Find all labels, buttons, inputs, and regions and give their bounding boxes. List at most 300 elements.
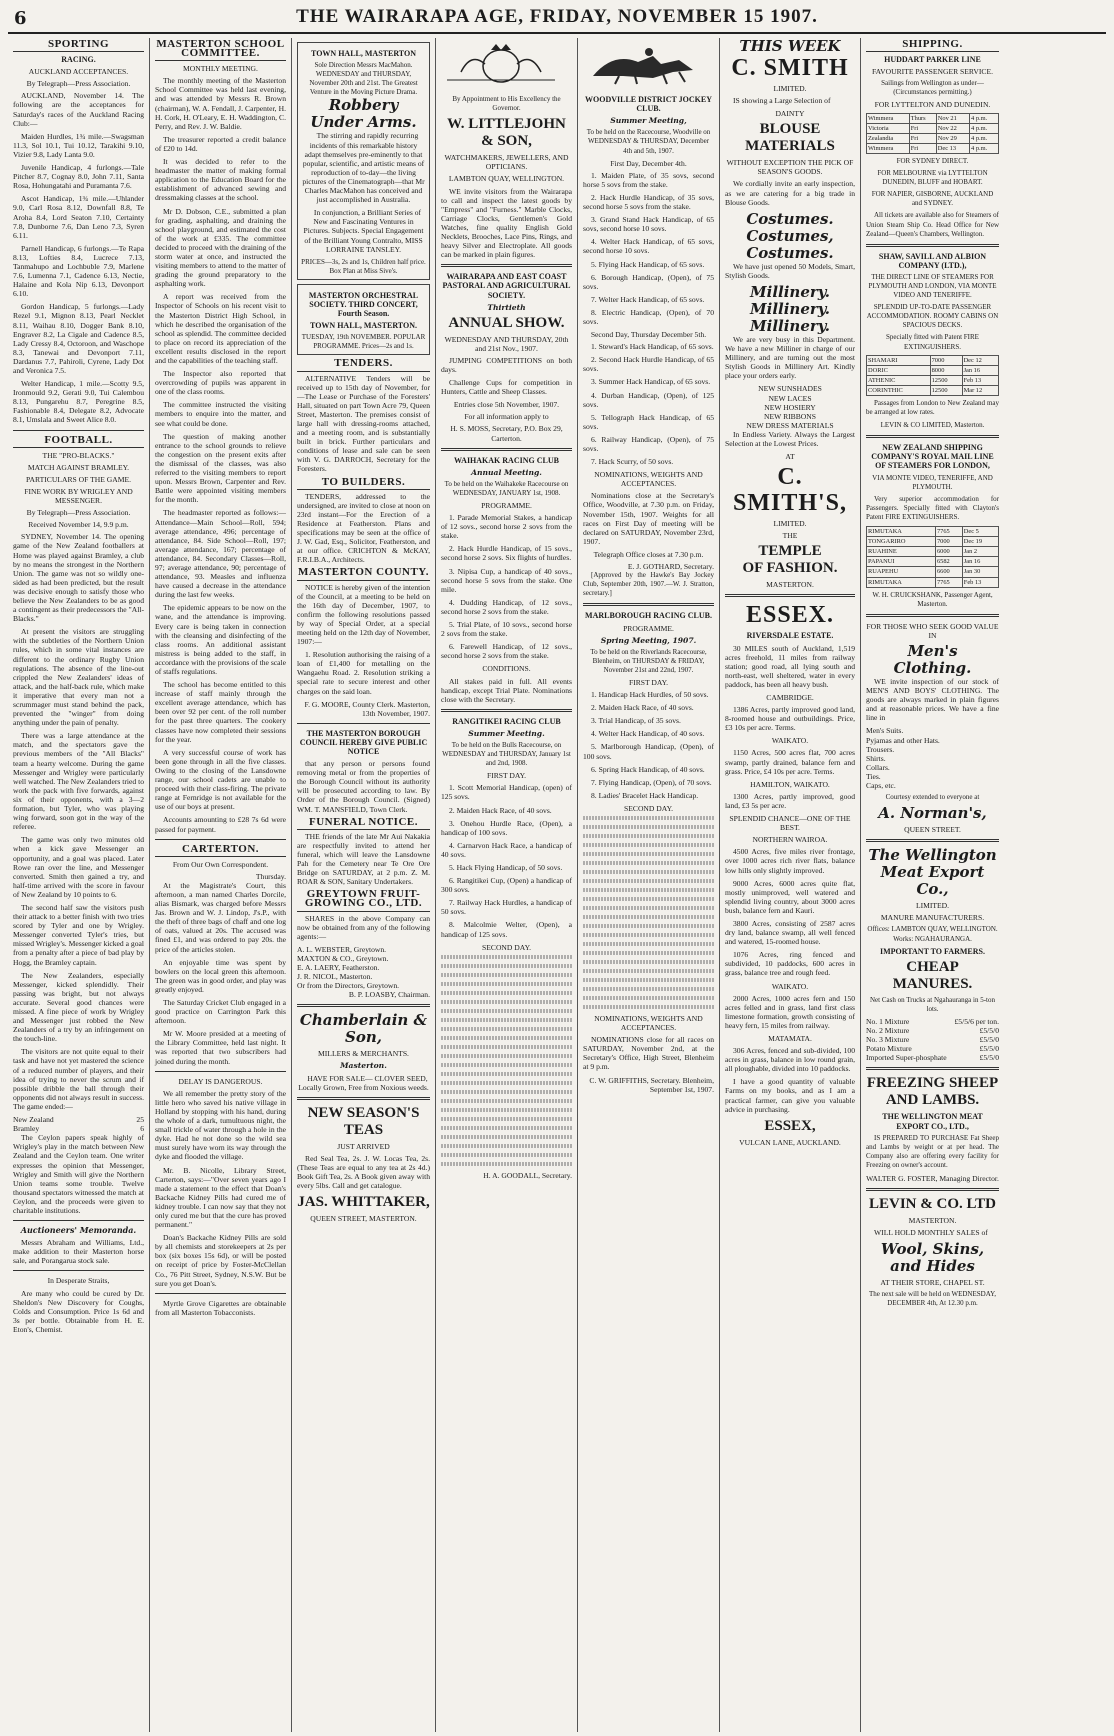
race-item: 6. Spring Hack Handicap, of 40 sovs. (591, 764, 705, 774)
ad-heading: IMPORTANT TO FARMERS. (880, 946, 985, 956)
sail-time: 4 p.m. (970, 123, 999, 133)
ad-subheading: Summer Meeting. (468, 728, 545, 738)
ad-address: AT THEIR STORE, CHAPEL ST. (880, 1278, 985, 1288)
article-paragraph: Accounts amounting to £28 7s 6d were passed for payment. (155, 815, 286, 834)
race-item: 5. Marlborough Handicap, (Open), of 100 sovs. (583, 742, 714, 761)
ad-text: To be held on the Racecourse, Woodville on WEDNESDAY & THURSDAY, December 4th and 5th, 1907. (586, 128, 711, 155)
ad-date: WEDNESDAY AND THURSDAY, 20th and 21st Nov., 1907. (444, 334, 569, 353)
ship-tons: 8000 (930, 365, 962, 375)
race-item: 2. Hack Hurdle Handicap, of 15 sovs., second horse 2 sovs. Six flights of hurdles. (441, 544, 572, 563)
article-paragraph: There was a large attendance at the match, and the spectators gave the previous members of the "All Blacks" team a hearty welcome. During the game Messenger and Wrigley were particularly well watched. The New Zealanders tried to work the pack with five forwards, against six of their opponents, with a 3—2 formation, but Tyler, who was playing wing forward, soon got in the way of the referee. (13, 731, 144, 832)
ad-heading: WAIHAKAK RACING CLUB (454, 455, 559, 465)
manure-name: No. 3 Mixture (866, 1035, 910, 1045)
article-paragraph: Ascot Handicap, 1¾ mile.—Uhlander 9.0, Carl Rosa 8.12, Downfall 8.8, Te Aroha 8.4, Lord Seaton 7.10, Certainty 7.8, Dunborne 7.6, Dan Leno 7.3, Syren 6.11. (13, 194, 144, 240)
table-row (867, 113, 999, 123)
article-paragraph: The Saturday Cricket Club engaged in a good practice on Carrington Park this afternoon. (155, 998, 286, 1026)
article-paragraph: The visitors are not quite equal to their task and have not yet mastered the science of a reduced number of players, and their idea of trying to never the scrum and if possible dribble the ball through their opponents did not always result in success. The game ended:— (13, 1047, 144, 1111)
article-heading: AUCKLAND ACCEPTANCES. (28, 67, 129, 77)
ad-feature: Millinery. (750, 282, 830, 301)
race-item: 5. Hack Flying Handicap, of 50 sovs. (449, 863, 563, 872)
table-row (867, 123, 999, 133)
ad-paragraph: IS PREPARED TO PURCHASE Fat Sheep and Lambs by weight or at per head. The Company also are offering every facility for Freezing on owner's account. (866, 1133, 999, 1169)
column-notices (292, 38, 436, 1732)
notice-paragraph: SHARES in the above Company can now be obtained from any of the following agents:— (297, 913, 430, 941)
team-name: New Zealand (13, 1115, 54, 1125)
ad-note: [Approved by the Hawke's Bay Jockey Club, September 20th, 1907.—W. J. Stratton, secretary.] (583, 571, 714, 598)
ad-feature: Millinery. (750, 299, 830, 318)
dateline: Received November 14, 9.9 p.m. (28, 520, 129, 530)
ship-name: RUAPEHU (867, 567, 936, 577)
column-drapery-land (720, 38, 861, 1732)
divider (13, 1270, 144, 1271)
ad-address: MASTERTON. (908, 1216, 957, 1226)
ad-paragraph: Nominations close at the Secretary's Office, Woodville, at 7.30 p.m. on Friday, November 15th, 1907. Weights for all races on First Day of meeting will be declared on SATURDAY, November 23rd, 1907. (583, 491, 714, 546)
divider (155, 839, 286, 840)
divider (13, 430, 144, 431)
ad-paragraph: In Endless Variety. Always the Largest Selection at the Lowest Prices. (725, 429, 855, 448)
columns (8, 38, 1106, 1732)
notice-signature: B. P. LOASBY, Chairman. (348, 990, 430, 1000)
ad-paragraph: We have just opened 50 Models, Smart, Stylish Goods. (725, 261, 855, 280)
ship-name: TONGARIRO (867, 537, 936, 547)
ad-paragraph: We cordially invite an early inspection, as we are catering for a big trade in Blouse Goods. (725, 179, 855, 207)
article-paragraph: The treasurer reported a credit balance of £20 to 14d. (155, 134, 286, 153)
ad-heading: NEW ZEALAND SHIPPING COMPANY'S ROYAL MAIL LINE OF STEAMERS FOR LONDON, (871, 443, 994, 471)
article-paragraph: The second half saw the visitors push their attack to a better finish with two tries scored by Tyler and one by Wrigley. Messenger converted Tyler's tries, but missed Wrigley's. Messenger kicked a goal from a penalty after a piece of bad play by Hogg, the Bramley captain. (13, 902, 144, 967)
manure-price: £5/5/0 (979, 1044, 999, 1054)
ad-title: NEW SEASON'S TEAS (307, 1104, 420, 1138)
route-heading: FOR SYDNEY DIRECT. (896, 156, 969, 165)
ad-subheading: MILLERS & MERCHANTS. (318, 1049, 409, 1059)
sail-date: Dec 5 (962, 527, 998, 537)
notice-heading: THE MASTERTON BOROUGH COUNCIL HEREBY GIVE PUBLIC NOTICE (299, 728, 428, 756)
sail-date: Nov 29 (936, 133, 969, 143)
byline: By Telegraph—Press Association. (26, 508, 131, 518)
ad-heading: WAIRARAPA AND EAST COAST PASTORAL AND AGRICULTURAL SOCIETY. (442, 272, 571, 300)
list-item: NEW SUNSHADES (758, 384, 822, 394)
ad-paragraph: JUMPING COMPETITIONS on both days. (441, 355, 572, 374)
divider (155, 1293, 286, 1294)
list-item: Shirts. (866, 753, 886, 763)
column-shipping (861, 38, 1004, 1732)
region-heading: NORTHERN WAIROA. (752, 835, 828, 845)
race-item: 7. Hack Scurry, of 50 sovs. (591, 457, 674, 467)
agent-item: MAXTON & CO., Greytown. (297, 953, 389, 963)
ship-name: Wimmera (867, 143, 910, 153)
divider (441, 448, 572, 451)
sail-date: Jan 2 (962, 547, 998, 557)
list-item: Pyjamas and other Hats. (866, 735, 940, 745)
nominations-heading: NOMINATIONS, WEIGHTS AND ACCEPTANCES. (594, 470, 703, 489)
race-item: 7. Flying Handicap, (Open), of 70 sovs. (591, 777, 712, 787)
ad-text: To be held on the Waihakeke Racecourse on WEDNESDAY, JANUARY 1st, 1908. (444, 479, 569, 497)
table-row (866, 1035, 999, 1044)
land-listing: 9000 Acres, 6000 acres quite flat, mostly unimproved, well watered and splendid living country, about 3000 acres bush, balance fern and Kauri. (725, 878, 855, 915)
ad-subheading: Masterton. (340, 1061, 387, 1071)
day-heading: FIRST DAY. (486, 771, 527, 781)
ad-title: FREEZING SHEEP AND LAMBS. (866, 1075, 999, 1109)
article-subheading: PARTICULARS OF THE GAME. (25, 474, 132, 484)
ad-subheading: Thirtieth (487, 302, 526, 312)
section-heading: MASTERTON SCHOOL COMMITTEE. (155, 40, 286, 61)
ad-paragraph: Passages from London to New Zealand may be arranged at low rates. (866, 399, 999, 417)
score-row (13, 1124, 144, 1133)
article-paragraph: The game was only two minutes old when a kick gave Messenger an opportunity, and a goal was placed. Later Rowe ran over the line, and Messenger converted. Smith then gained a try, and half-time arrived with the score in favour of New Zealand by 10 points to 6. (13, 835, 144, 899)
article-heading: Auctioneers' Memoranda. (20, 1225, 137, 1236)
ad-text: AT (785, 452, 795, 462)
ad-title: JAS. WHITTAKER, (297, 1194, 430, 1211)
divider (866, 614, 999, 617)
sail-day: Fri (909, 133, 936, 143)
royal-crest-icon (441, 42, 561, 86)
sail-time: 4 p.m. (970, 133, 999, 143)
article-paragraph: Maiden Hurdles, 1¾ mile.—Swagsman 11.3, Sol 10.1, Tui 10.12, Tarakihi 9.10, Vizier 9.8, Lady Lanta 9.0. (13, 131, 144, 159)
article-paragraph: The New Zealanders, especially Messenger, kicked splendidly. Their passing was bright, but not always accurate. Several good chances were missed. A fine piece of work by Wrigley and Messenger just robbed the New Zealanders of a try by an infringement on the touch-line. (13, 970, 144, 1044)
ad-subheading: WATCHMAKERS, JEWELLERS, AND OPTICIANS. (444, 153, 569, 172)
new-items-list (725, 384, 855, 429)
masthead (8, 6, 1106, 34)
ad-subheading: LIMITED. (773, 84, 807, 93)
ship-name: DORIC (867, 365, 931, 375)
ad-subheading: LIMITED. (915, 901, 950, 911)
ad-subheading: MANURE MANUFACTURERS. (880, 913, 985, 923)
ad-title: ESSEX, (764, 1117, 816, 1134)
table-row (867, 375, 999, 385)
table-row (867, 537, 999, 547)
ad-heading: RANGITIKEI RACING CLUB (452, 716, 561, 726)
land-listing: 3800 Acres, consisting of 2587 acres dry land, balance swamp, all well fenced and watered, 15-roomed house. (725, 918, 855, 947)
race-item: 3. Nipisa Cup, a handicap of 40 sovs., second horse 5 sovs from the stake. One mile. (441, 566, 572, 594)
list-item: Caps, etc. (866, 781, 896, 790)
ad-address: QUEEN STREET. (904, 825, 961, 835)
land-listing: 4500 Acres, five miles river frontage, over 1000 acres rich river flats, balance low hills only slightly improved. (725, 847, 855, 875)
article-paragraph: Gordon Handicap, 5 furlongs.—Lady Rezel 9.1, Mignon 8.13, Pearl Necklet 8.11, Waihau 8.10, Dogger Bank 8.10, Engraver 8.2, La Cigale and Cadence 8.5, Lady Cressy 8.4, Octoroon, and Waschope 8.3, Tanewai and Devonport 7.11, Dardanus 7.7, Pahiroli, Cyrene, Lady Dot and Veronica 7.5. (13, 302, 144, 375)
region-heading: HAMILTON, WAIKATO. (750, 779, 830, 789)
sail-day: Fri (909, 123, 936, 133)
manure-price: £5/5/0 (979, 1053, 999, 1063)
ad-heading: MASTERTON ORCHESTRAL SOCIETY. THIRD CONCERT, Fourth Season. (308, 290, 419, 319)
table-row (867, 365, 999, 375)
ad-feature: BLOUSE MATERIALS (745, 121, 835, 155)
programme-heading: PROGRAMME. (481, 501, 532, 510)
article-heading: DELAY IS DANGEROUS. (178, 1076, 263, 1086)
race-item: 2. Second Hack Hurdle Handicap, of 65 sovs. (583, 355, 714, 374)
sailing-table (866, 355, 999, 396)
sailing-table (866, 113, 999, 154)
ship-tons: 7765 (935, 577, 962, 587)
region-heading: WAIKATO. (771, 736, 809, 746)
ad-paragraph: WE invite visitors from the Wairarapa to call and inspect the latest goods by "Empress" and "Furness." Marble Clocks, Carriage Clocks, Gentlemen's Gold Watches, fine quality English Gold Necklets, Brooches, Lace Pins, Rings, and heavy Silver and Electroplate. All goods can be marked in plain figures. (441, 186, 572, 260)
article-subheading: MONTHLY MEETING. (183, 64, 258, 74)
race-item: 1. Steward's Hack Handicap, of 65 sovs. (591, 342, 714, 352)
divider (155, 1071, 286, 1072)
ship-name: CORINTHIC (867, 385, 931, 395)
ad-subheading: Summer Meeting, (610, 116, 687, 126)
article-heading: In Desperate Straits, (47, 1276, 110, 1286)
ad-paragraph: Challenge Cups for competition in Hunters, Cattle and Sheep Classes. (441, 378, 572, 397)
race-item: 1. Handicap Hack Hurdles, of 50 sovs. (591, 690, 709, 700)
land-listing: 306 Acres, fenced and sub-divided, 100 acres in grass, balance in low round grain, all ploughable, divided into 10 paddocks. (725, 1046, 855, 1074)
ad-text: Courtesy extended to everyone at (885, 793, 980, 802)
race-item: 1. Maiden Plate, of 35 sovs, second horse 5 sovs from the stake. (583, 170, 714, 189)
ad-text: Sole Direction Messrs MacMahon. WEDNESDAY and THURSDAY, November 20th and 21st. The Greatest Venture in the Moving Picture Drama. (309, 61, 418, 97)
article-paragraph: Welter Handicap, 1 mile.—Scotty 9.5, Ironmould 9.2, Gerati 9.0, Tui Calembou 8.13, Pungarehu 8.7, Peregrine 8.5, Fashionable 8.4, Delegate 8.2, Advocate 8.1, Umslala and Sweet Alice 8.0. (13, 379, 144, 425)
list-item: NEW RIBBONS (764, 411, 816, 421)
ad-subheading: DAINTY (775, 109, 805, 119)
ad-feature: Costumes. (746, 209, 834, 228)
column-racing-ads (436, 38, 578, 1732)
sail-day: Thurs (909, 113, 936, 123)
section-heading: GREYTOWN FRUIT-GROWING CO., LTD. (297, 890, 430, 911)
ad-title: TEMPLE (758, 543, 822, 560)
ad-paragraph: All stakes paid in full. All events handicap, except Trial Plate. Nominations close with the Secretary. (441, 676, 572, 704)
land-listing: 1300 Acres, partly improved, good land, £3 5s per acre. (725, 791, 855, 810)
ad-text: The next sale will be held on WEDNESDAY, DECEMBER 4th, At 12.30 p.m. (868, 1290, 997, 1308)
race-item: 2. Hack Hurdle Handicap, of 35 sovs, second horse 5 sovs from the stake. (583, 192, 714, 212)
ad-text: TUESDAY, 19th NOVEMBER. POPULAR PROGRAMME. Prices—2s and 1s. (301, 333, 426, 351)
ad-feature: CHEAP MANURES. (892, 958, 973, 992)
ship-name: PAPANUI (867, 557, 936, 567)
ad-text: For all information apply to (464, 412, 549, 422)
ad-heading: THE WELLINGTON MEAT EXPORT CO., LTD., (882, 1112, 983, 1131)
table-row (866, 1026, 999, 1035)
table-row (866, 1044, 999, 1053)
ad-text: THE (782, 531, 798, 541)
ad-subheading: JUST ARRIVED (337, 1141, 390, 1151)
manure-price-table (866, 1017, 999, 1062)
ad-address: MASTERTON. (766, 580, 814, 590)
notice-paragraph: ALTERNATIVE Tenders will be received up to 15th day of November, for—The Lease or Purchase of the Foresters' Hall, situated on part Town Acre 79, Queen Street, Masterton. The premises consist of large hall with dressing-rooms attached, and a meeting room, and is substantially built in brick. Further particulars and conditions of lease and sale can be seen with V. G. DARROCH, Secretary for the Foresters. (297, 373, 430, 474)
ad-signature: H. S. MOSS, Secretary, P.O. Box 29, Carterton. (450, 424, 563, 443)
ship-tons: 6000 (935, 547, 962, 557)
ship-tons: 12500 (930, 375, 962, 385)
notice-signature: F. G. MOORE, County Clerk. Masterton, 13th November, 1907. (304, 699, 430, 718)
section-heading: TO BUILDERS. (297, 478, 430, 490)
sailing-table (866, 526, 999, 588)
divider (441, 264, 572, 267)
region-heading: WAIKATO. (771, 981, 809, 991)
ad-text: To be held on the Riverlands Racecourse, Blenheim, on THURSDAY & FRIDAY, November 21st and 22nd, 1907. (590, 647, 707, 674)
race-item: 6. Rangitikei Cup, (Open) a handicap of 300 sovs. (441, 876, 572, 895)
ad-title: ESSEX. (745, 602, 835, 629)
ship-tons: 7000 (930, 355, 962, 365)
horse-race-illustration-icon (583, 42, 703, 86)
agent-item: A. L. WEBSTER, Greytown. (297, 944, 387, 954)
ad-signature: LEVIN & CO LIMITED, Masterton. (880, 421, 985, 430)
list-item: NEW HOSIERY (764, 402, 816, 412)
route-heading: FOR MELBOURNE via LYTTELTON DUNEDIN, BLUFF and HOBART. (877, 169, 988, 187)
ad-text: WITHOUT EXCEPTION THE PICK OF SEASON'S GOODS. (726, 158, 854, 177)
ad-subheading: Spring Meeting, 1907. (600, 635, 697, 645)
ship-name: Victoria (867, 123, 910, 133)
section-heading: MASTERTON COUNTY. (297, 568, 430, 580)
town-hall-ad (297, 42, 430, 280)
sail-date: Mar 12 (962, 385, 998, 395)
ad-address: VULCAN LANE, AUCKLAND. (739, 1137, 841, 1147)
ad-signature: W. H. CRUICKSHANK, Passenger Agent, Masterton. (872, 590, 993, 608)
ad-title: ANNUAL SHOW. (448, 314, 565, 331)
land-listing: 1386 Acres, partly improved good land, 8-roomed house and outbuildings. Price, £3 10s per acre. Terms. (725, 705, 855, 733)
divider (583, 603, 714, 606)
ad-signature: WALTER G. FOSTER, Managing Director. (866, 1173, 999, 1183)
list-item: Ties. (866, 771, 881, 781)
ad-heading: TOWN HALL, MASTERTON (311, 49, 416, 58)
divider (866, 839, 999, 842)
divider (866, 244, 999, 247)
page-number: 6 (14, 8, 27, 29)
ad-feature: Costumes, (746, 226, 834, 245)
team-name: Bramley (13, 1124, 40, 1134)
race-item: 2. Maiden Hack Race, of 40 sovs. (449, 805, 552, 815)
table-row (867, 527, 999, 537)
divider (297, 723, 430, 724)
article-paragraph: Mr D. Dobson, C.E., submitted a plan for grading, asphalting, and draining the school playground, and estimated the cost of the work at £335. The committee decided to proceed with the draining of the storm water at once, and instructed the visiting members to attend to the matter of grading the ground preparatory to the asphalting work. (155, 206, 286, 289)
article-paragraph: AUCKLAND, November 14. The following are the acceptances for Saturday's races of the Auckland Racing Club:— (13, 91, 144, 128)
article-paragraph: It was decided to refer to the headmaster the matter of making formal application to the Education Board for the establishment of advanced sewing and dressmaking classes at the school. (155, 157, 286, 203)
ad-subheading: THE DIRECT LINE OF STEAMERS FOR PLYMOUTH AND LONDON, VIA MONTE VIDEO AND TENERIFFE. (868, 272, 997, 300)
sail-day: Fri (909, 143, 936, 153)
sail-date: Dec 12 (962, 355, 998, 365)
byline: By Telegraph—Press Association. (26, 79, 131, 89)
article-paragraph: The school has become entitled to this increase of staff mainly through the excellent average attendance, which has been over 92 per cent. of the roll number for the past three quarters. The cookery classes have now completed their sessions for the year. (155, 680, 286, 744)
conditions-heading: CONDITIONS. (482, 664, 531, 674)
article-paragraph: A report was received from the Inspector of Schools on his recent visit to the Masterton District High School, in which he described the organisation of the school as splendid. The committee decided to place on record its appreciation of the excellent results disclosed in the report and the capabilities of the teaching staff. (155, 292, 286, 365)
manure-name: Potato Mixture (866, 1044, 912, 1054)
racing-heading: RACING. (61, 55, 96, 65)
section-heading: FUNERAL NOTICE. (297, 818, 430, 830)
article-paragraph: Juvenile Handicap, 4 furlongs.—Tale Pitcher 8.7, Cognay 8.0, John 7.11, Santa Rosa, Hohungatahi and Puramanta 7.6. (13, 163, 144, 191)
sail-date: Nov 22 (936, 123, 969, 133)
column-school-committee (150, 38, 292, 1732)
race-item: 6. Railway Handicap, (Open), of 75 sovs. (583, 434, 714, 453)
ad-signature: C. W. GRIFFITHS, Secretary. Blenheim, September 1st, 1907. (589, 1075, 714, 1094)
sail-date: Jan 16 (962, 557, 998, 567)
nominations-heading: NOMINATIONS, WEIGHTS AND ACCEPTANCES. (594, 1014, 703, 1033)
ad-title: C. SMITH (731, 55, 849, 81)
ad-title: Men's Clothing. (893, 641, 972, 677)
list-item: Men's Suits. (866, 726, 904, 736)
divider (866, 1188, 999, 1191)
column-sporting (8, 38, 150, 1732)
agent-item: J. R. NICOL, Masterton. (297, 972, 373, 982)
divider (13, 1220, 144, 1221)
ad-signature: H. A. GOODALL, Secretary. (483, 1170, 572, 1180)
ad-paragraph: I have a good quantity of valuable Farms on my books, and as I am a practical farmer, can give you valuable advice in purchasing. (725, 1077, 855, 1114)
ad-paragraph: NOMINATIONS close for all races on SATURDAY, November 2nd, at the Secretary's Office, High Street, Blenheim at 9 p.m. (583, 1035, 714, 1072)
article-paragraph: At present the visitors are struggling with the subtleties of the Northern Union rules, which in some vital instances are different to the ordinary Rugby Union regulations. The absence of the line-out crippled the New Zealanders' ideas of attack, and the half-back rule, which make it imperative that every man not a scrummager must stand behind the pack, prevented the "winger" from doing anything under the pain of penalty. (13, 627, 144, 728)
ad-feature: Costumes. (746, 243, 834, 262)
race-item: 4. Durban Handicap, (Open), of 125 sovs. (583, 390, 714, 409)
section-heading: TENDERS. (297, 359, 430, 371)
article-subheading: MATCH AGAINST BRAMLEY. (27, 462, 130, 472)
ship-name: Wimmera (867, 113, 910, 123)
region-heading: SPLENDID CHANCE—ONE OF THE BEST. (729, 814, 851, 833)
ship-name: Zealandia (867, 133, 910, 143)
article-paragraph: Doan's Backache Kidney Pills are sold by all chemists and storekeepers at 2s per box (six boxes 15s 6d), or will be posted on receipt of price by Foster-McClellan Co., 76 Pitt Street, Sydney, N.S.W. But be sure you get Doan's. (155, 1233, 286, 1288)
route-heading: FOR NAPIER, GISBORNE, AUCKLAND and SYDNEY. (871, 190, 994, 208)
ad-heading: SHAW, SAVILL AND ALBION COMPANY (LTD.), (878, 251, 987, 270)
race-item: 3. Summer Hack Handicap, of 65 sovs. (591, 377, 711, 387)
column-race-meetings (578, 38, 720, 1732)
ad-subheading: LIMITED. (773, 519, 807, 529)
race-item: 4. Welter Hack Handicap, of 65 sovs, second horse 10 sovs. (583, 237, 714, 256)
article-heading: THE "PRO-BLACKS." (42, 450, 115, 460)
table-row (866, 1017, 999, 1026)
article-subheading: FINE WORK BY WRIGLEY AND MESSENGER. (24, 486, 133, 506)
ship-tons: 7765 (935, 527, 962, 537)
section-heading: CARTERTON. (155, 845, 286, 857)
race-item: 5. Flying Hack Handicap, of 65 sovs. (591, 259, 705, 269)
article-paragraph: Mr. B. Nicolle, Library Street, Carterton, says:—"Over seven years ago I made a statement to the effect that Doan's Backache Kidney Pills had cured me of kidney trouble. I can now say that they not only cured me but that the cure has proved permanent." (155, 1165, 286, 1230)
ad-text: Specially fitted with Patent FIRE EXTINGUISHERS. (886, 333, 979, 351)
sail-date: Nov 21 (936, 113, 969, 123)
notice-paragraph: that any person or persons found removing metal or from the properties of the Borough Council without its authority will be prosecuted according to law. By Order of the Borough Council. (Signed) WM. T. MANSFIELD, Town Clerk. (297, 759, 430, 814)
race-item: 8. Malcolmie Welter, (Open), a handicap of 125 sovs. (441, 920, 572, 939)
ad-kicker: THIS WEEK (739, 38, 841, 55)
appointment-text: By Appointment to His Excellency the Governor. (452, 95, 561, 113)
notice-paragraph: 1. Resolution authorising the raising of a loan of £1,400 for metalling on the Wangaehu Road. 2. Resolution striking a special rate to secure interest and other charges on the said loan. (297, 650, 430, 696)
ad-paragraph: The stirring and rapidly recurring incidents of this remarkable history adapt themselves pre-eminently to that popular, scientific, and artistic means of reproduction of to-day—the living pictures of the Cinematograph—that Mr Charles MacMahon has conceived and just accomplished in Australia. (302, 131, 425, 205)
race-list (583, 171, 714, 326)
day-heading: FIRST DAY. (628, 677, 669, 687)
ad-paragraph: WILL HOLD MONTHLY SALES of (874, 1228, 988, 1238)
article-paragraph: The question of making another entrance to the school grounds to relieve the congestion on the present exits after the dismissal of the classes, was also referred to the visiting members to report upon. Messrs Brown, Carpenter and Rev. Battle were appointed visiting members for the month. (155, 431, 286, 505)
table-row (867, 143, 999, 153)
article-paragraph: At the Magistrate's Court, this afternoon, a man named Charles Dorcile, alias Bismark, was charged before Messrs Jas. Brown and W. J. Lindop, J's.P., with the theft of three bags of chaff and one log of oats, valued at 20s. The accused was fined £1, and was ordered to pay 20s. the price of the articles stolen. (155, 880, 286, 954)
race-item: 4. Dudding Handicap, of 12 sovs., second horse 2 sovs from the stake. (441, 597, 572, 616)
divider (866, 435, 999, 438)
ad-paragraph: In conjunction, a Brilliant Series of New and Fascinating Ventures in Pictures. Subjects. Special Engagement of the Brilliant Young Contralto, MISS LORRAINE TANSLEY. (303, 208, 424, 254)
race-item: 8. Electric Handicap, (Open), of 70 sovs. (583, 307, 714, 326)
table-row (867, 557, 999, 567)
race-item: 6. Farewell Handicap, of 12 sovs., second horse 2 sovs from the stake. (441, 642, 572, 661)
team-score: 25 (136, 1115, 144, 1125)
day-heading: Second Day, Thursday December 5th. (590, 330, 707, 340)
team-score: 6 (140, 1124, 144, 1134)
ad-address: LAMBTON QUAY, WELLINGTON. (448, 174, 565, 184)
race-item: 7. Railway Hack Hurdles, a handicap of 50 sovs. (441, 898, 572, 917)
article-paragraph: Messrs Abraham and Williams, Ltd., make addition to their Masterton horse sale, and Porangarua stock sale. (13, 1238, 144, 1266)
article-paragraph: Parnell Handicap, 6 furlongs.—Te Rapa 8.13, Lofties 8.4, Lucrece 7.13, Tanmahupo and Lochbuble 7.9, Marlene 7.6, Lumenna 7.1, Cadence 6.13, Nectie, Halaine and Kola Nip 6.13, Devonport 6.10. (13, 243, 144, 299)
ad-heading: HUDDART PARKER LINE (884, 55, 981, 65)
region-heading: MATAMATA. (768, 1034, 812, 1043)
race-item: 5. Tellograph Hack Handicap, of 65 sovs. (583, 412, 714, 431)
ad-text: Telegraph Office closes at 7.30 p.m. (593, 549, 704, 559)
divider (866, 1067, 999, 1070)
ad-feature: Millinery. (750, 316, 830, 335)
list-item: Collars. (866, 762, 890, 772)
ship-tons: 6600 (935, 567, 962, 577)
article-paragraph: Mr W. Moore presided at a meeting of the Library Committee, held last night. It was reported that two subscribers had joined during the month. (155, 1029, 286, 1066)
ship-tons: 6582 (935, 557, 962, 567)
ship-name: SHAMARI (867, 355, 931, 365)
byline: From Our Own Correspondent. (172, 859, 269, 869)
notice-paragraph: THE friends of the late Mr Aui Nakakia are respectfully invited to attend her funeral, which will leave the Lansdowne Pah for the Cemetery near Te Ore Ore Bridge on SATURDAY, at 2 p.m. Z. M. ROAR & SON, Sanitary Undertakers. (297, 831, 430, 887)
sail-time: 4 p.m. (970, 113, 999, 123)
agent-item: Or from the Directors, Greytown. (297, 981, 400, 991)
score-table (13, 1115, 144, 1133)
ad-text: Net Cash on Trucks at Ngahauranga in 5-ton lots. (869, 995, 995, 1013)
ad-feature: Wool, Skins, and Hides (880, 1240, 985, 1276)
route-heading: FOR LYTTELTON AND DUNEDIN. (874, 100, 991, 110)
divider (297, 1097, 430, 1100)
article-paragraph: The Ceylon papers speak highly of Wrigley's play in the match between New Zealand and the Ceylon team. One writer expresses the opinion that Messenger, Wrigley and Smith will give the Northern Union teams some trouble. Twelve thousand spectators witnessed the match at Ceylon, and the proceeds were given to charitable institutions. (13, 1133, 144, 1215)
ad-paragraph: We are very busy in this Department. We have a new Milliner in charge of our Millinery, and are turning out the most Stylish Goods in Millinery Art. Kindly place your orders early. (725, 334, 855, 381)
day-heading: SECOND DAY. (624, 803, 673, 813)
ad-heading: WOODVILLE DISTRICT JOCKEY CLUB. (585, 95, 712, 114)
list-item: Trousers. (866, 744, 895, 754)
article-paragraph: The committee instructed the visiting members to enquire into the matter, and see what could be done. (155, 400, 286, 428)
